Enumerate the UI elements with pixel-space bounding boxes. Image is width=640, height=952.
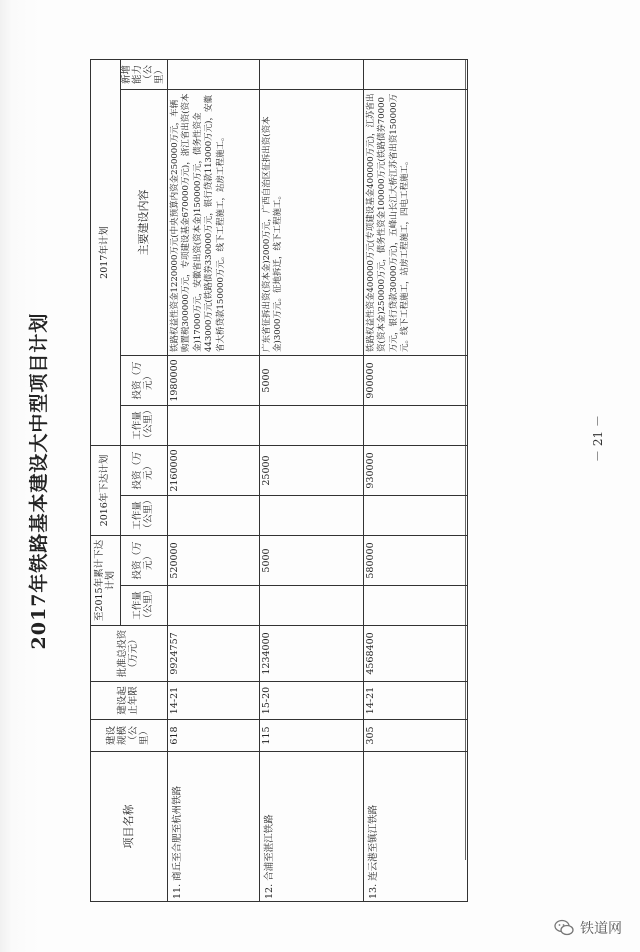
- header-investment: 投资（万元）: [121, 356, 168, 406]
- cum2015-workload-cell: [259, 586, 363, 626]
- plan2017-investment-cell: 1980000: [167, 356, 259, 406]
- header-scale: 建设规模（公里）: [91, 720, 168, 752]
- scale-cell: 115: [259, 720, 363, 752]
- cum2015-workload-cell: [167, 586, 259, 626]
- plan2016-investment-cell: 2160000: [167, 446, 259, 496]
- plan2017-workload-cell: [259, 406, 363, 446]
- project-plan-table: [90, 59, 468, 902]
- header-investment: 投资（万元）: [121, 536, 168, 586]
- header-plan2016: 2016年下达计划: [91, 446, 121, 536]
- page-number: － 21 －: [590, 415, 605, 462]
- new-capacity-cell: [259, 60, 363, 90]
- plan2016-workload-cell: [259, 496, 363, 536]
- scale-cell: 618: [167, 720, 259, 752]
- header-workload: 工作量（公里）: [121, 586, 168, 626]
- header-workload: 工作量（公里）: [121, 496, 168, 536]
- header-new-capacity: 新增能力（公里）: [121, 60, 168, 90]
- total-investment-cell: 1234000: [259, 626, 363, 682]
- header-workload: 工作量（公里）: [121, 406, 168, 446]
- rotated-page: [28, 60, 462, 902]
- plan2016-investment-cell: 25000: [259, 446, 363, 496]
- scale-cell: 305: [363, 720, 467, 752]
- cum2015-workload-cell: [363, 586, 467, 626]
- new-capacity-cell: [167, 60, 259, 90]
- plan2017-investment-cell: 900000: [363, 356, 467, 406]
- plan2017-workload-cell: [167, 406, 259, 446]
- header-total-investment: 批准总投资（万元）: [91, 626, 168, 682]
- header-project-name: 项目名称: [91, 752, 168, 902]
- header-period: 建设起止年限: [91, 682, 168, 720]
- main-content-cell: 广东省征拆出资(资本金)2000万元，广西自治区征拆出资(资本金)3000万元。征地拆迁，线下工程施工。: [259, 90, 363, 356]
- header-cum2015: 至2015年累计下达计划: [91, 536, 121, 626]
- header-plan2017: 2017年计划: [91, 60, 121, 446]
- plan2016-workload-cell: [167, 496, 259, 536]
- header-main-content: 主要建设内容: [121, 90, 168, 356]
- new-capacity-cell: [363, 60, 467, 90]
- plan2016-workload-cell: [363, 496, 467, 536]
- plan2017-investment-cell: 5000: [259, 356, 363, 406]
- table-row: [363, 60, 467, 902]
- period-cell: 14-21: [363, 682, 467, 720]
- plan2017-workload-cell: [363, 406, 467, 446]
- header-investment: 投资（万元）: [121, 446, 168, 496]
- page-title: 2017年铁路基本建设大中型项目计划: [28, 312, 50, 650]
- project-name-cell: 12. 合浦至湛江铁路: [259, 752, 363, 902]
- project-name-cell: 13. 连云港至镇江铁路: [363, 752, 467, 902]
- period-cell: 15-20: [259, 682, 363, 720]
- plan2016-investment-cell: 930000: [363, 446, 467, 496]
- cum2015-investment-cell: 5000: [259, 536, 363, 586]
- cum2015-investment-cell: 580000: [363, 536, 467, 586]
- chat-bubble-icon: [554, 919, 574, 937]
- project-name-cell: 11. 商丘至合肥至杭州铁路: [167, 752, 259, 902]
- main-content-cell: 铁路权益性资金400000万元(专项建设基金400000万元)，江苏省出资(资本金)250000万元，债务性资金100000万元(铁路债券70000万元，银行贷款30000万元)，五峰山长江大桥江苏省出资150000万元。线下工程施工，站房工程施工，四电工程施工。: [363, 90, 467, 356]
- watermark: [554, 918, 622, 938]
- total-investment-cell: 9924757: [167, 626, 259, 682]
- watermark-text: 铁道网: [580, 921, 622, 937]
- period-cell: 14-21: [167, 682, 259, 720]
- total-investment-cell: 4568400: [363, 626, 467, 682]
- table-row: [167, 60, 259, 902]
- main-content-cell: 铁路权益性资金1220000万元(中央预算内资金250000万元，车辆购置税300000万元，专项建设基金670000万元)，浙江省出资(资本金)17000万元，安徽省出资(资本金)150000万元，债务性资金443000万元(铁路债券330000万元，银行贷款113000万元)，安徽省大桥贷款150000万元。线下工程施工，站房工程施工。: [167, 90, 259, 356]
- table-row: [259, 60, 363, 902]
- cum2015-investment-cell: 520000: [167, 536, 259, 586]
